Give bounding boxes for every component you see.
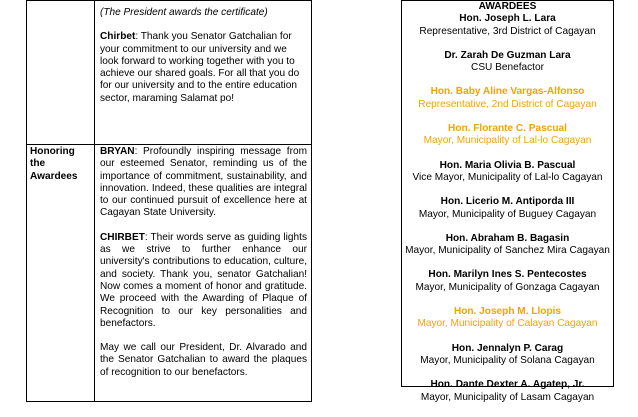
awardee-name: Hon. Marilyn Ines S. Pentecostes	[428, 269, 587, 281]
awardee-name: Hon. Florante C. Pascual	[448, 123, 567, 135]
script-paragraph	[100, 31, 307, 105]
awardee-list	[402, 13, 613, 404]
awardee-entry	[402, 269, 613, 294]
awardee-name: Hon. Jennalyn P. Carag	[451, 342, 564, 354]
segment-label-cell: Honoring the Awardees	[27, 145, 95, 402]
speech-text: : Their words serve as guiding lights as we strive to further enhance our university's contributions to education, culture, and society. Thank you, senator Gatchalian! Now comes a moment of honor and gratitude. We proceed with the Awarding of Plaque of Recognition to our key personalities and benefactors.	[100, 231, 307, 329]
awardee-title: Mayor, Municipality of Solana Cagayan	[420, 354, 595, 366]
awardee-entry	[402, 233, 613, 258]
awardee-name: Hon. Licerio M. Antiporda III	[440, 196, 575, 208]
awardee-title: Mayor, Municipality of Sanchez Mira Cagayan	[405, 245, 610, 257]
stage-direction-text: (The President awards the certificate)	[100, 7, 268, 18]
stage-direction	[100, 7, 307, 19]
awardee-title: CSU Benefactor	[471, 62, 544, 74]
awardee-name: Hon. Joseph L. Lara	[459, 13, 556, 25]
awardee-entry	[402, 13, 613, 38]
script-cell	[95, 145, 312, 402]
awardee-title: Mayor, Municipality of Calayan Cagayan	[417, 318, 598, 330]
awardee-title: Vice Mayor, Municipality of Lal-lo Cagayan	[412, 171, 603, 183]
awardee-name: Hon. Dante Dexter A. Agatep, Jr.	[430, 379, 585, 391]
speaker-name: Chirbet	[100, 31, 136, 43]
awardee-title: Representative, 3rd District of Cagayan	[419, 25, 596, 37]
awardee-entry	[402, 160, 613, 185]
script-row-honoring	[27, 145, 312, 402]
awardees-panel	[401, 0, 614, 403]
program-script-table	[26, 0, 312, 402]
awardee-title: Mayor, Municipality of Lal-lo Cagayan	[423, 135, 592, 147]
awardee-name: Hon. Abraham B. Bagasin	[445, 232, 570, 244]
awardee-entry	[402, 379, 613, 404]
script-paragraph	[100, 146, 307, 220]
awardee-title: Representative, 2nd District of Cagayan	[418, 98, 597, 110]
segment-label-cell	[27, 1, 95, 145]
awardee-name: Hon. Baby Aline Vargas-Alfonso	[430, 86, 585, 98]
speech-text: : Thank you Senator Gatchalian for your commitment to our university and we look forward to working together with you to achieve our shared goals. For all that you do for our university and to the entire education sector, maraming Salamat po!	[100, 31, 300, 104]
awardee-entry	[402, 123, 613, 148]
speech-text: May we call our President, Dr. Alvarado and the Senator Gatchalian to award the plaques of recognition to our benefactors.	[100, 342, 307, 378]
speaker-name: BRYAN	[100, 146, 135, 157]
script-paragraph	[100, 232, 307, 330]
awardee-entry	[402, 343, 613, 368]
awardee-name: Hon. Joseph M. Llopis	[453, 306, 562, 318]
script-row-certificate	[27, 1, 312, 145]
awardee-title: Mayor, Municipality of Lasam Cagayan	[420, 391, 595, 403]
awardee-entry	[402, 50, 613, 75]
awardees-heading: AWARDEES	[478, 1, 537, 12]
speaker-name: CHIRBET	[100, 231, 145, 243]
script-cell	[95, 1, 312, 145]
script-paragraph	[100, 342, 307, 379]
awardee-entry	[402, 86, 613, 111]
awardee-entry	[402, 196, 613, 221]
awardee-title: Mayor, Municipality of Buguey Cagayan	[418, 208, 597, 220]
awardee-name: Dr. Zarah De Guzman Lara	[444, 49, 571, 61]
speech-text: : Profoundly inspiring message from our esteemed Senator, reminding us of the importance of commitment, sustainability, and innovation. Indeed, these qualities are integral to our continued pursuit of excellence here at Cagayan State University.	[100, 146, 307, 219]
awardee-entry	[402, 306, 613, 331]
awardee-title: Mayor, Municipality of Gonzaga Cagayan	[415, 281, 600, 293]
awardee-name: Hon. Maria Olivia B. Pascual	[439, 159, 576, 171]
